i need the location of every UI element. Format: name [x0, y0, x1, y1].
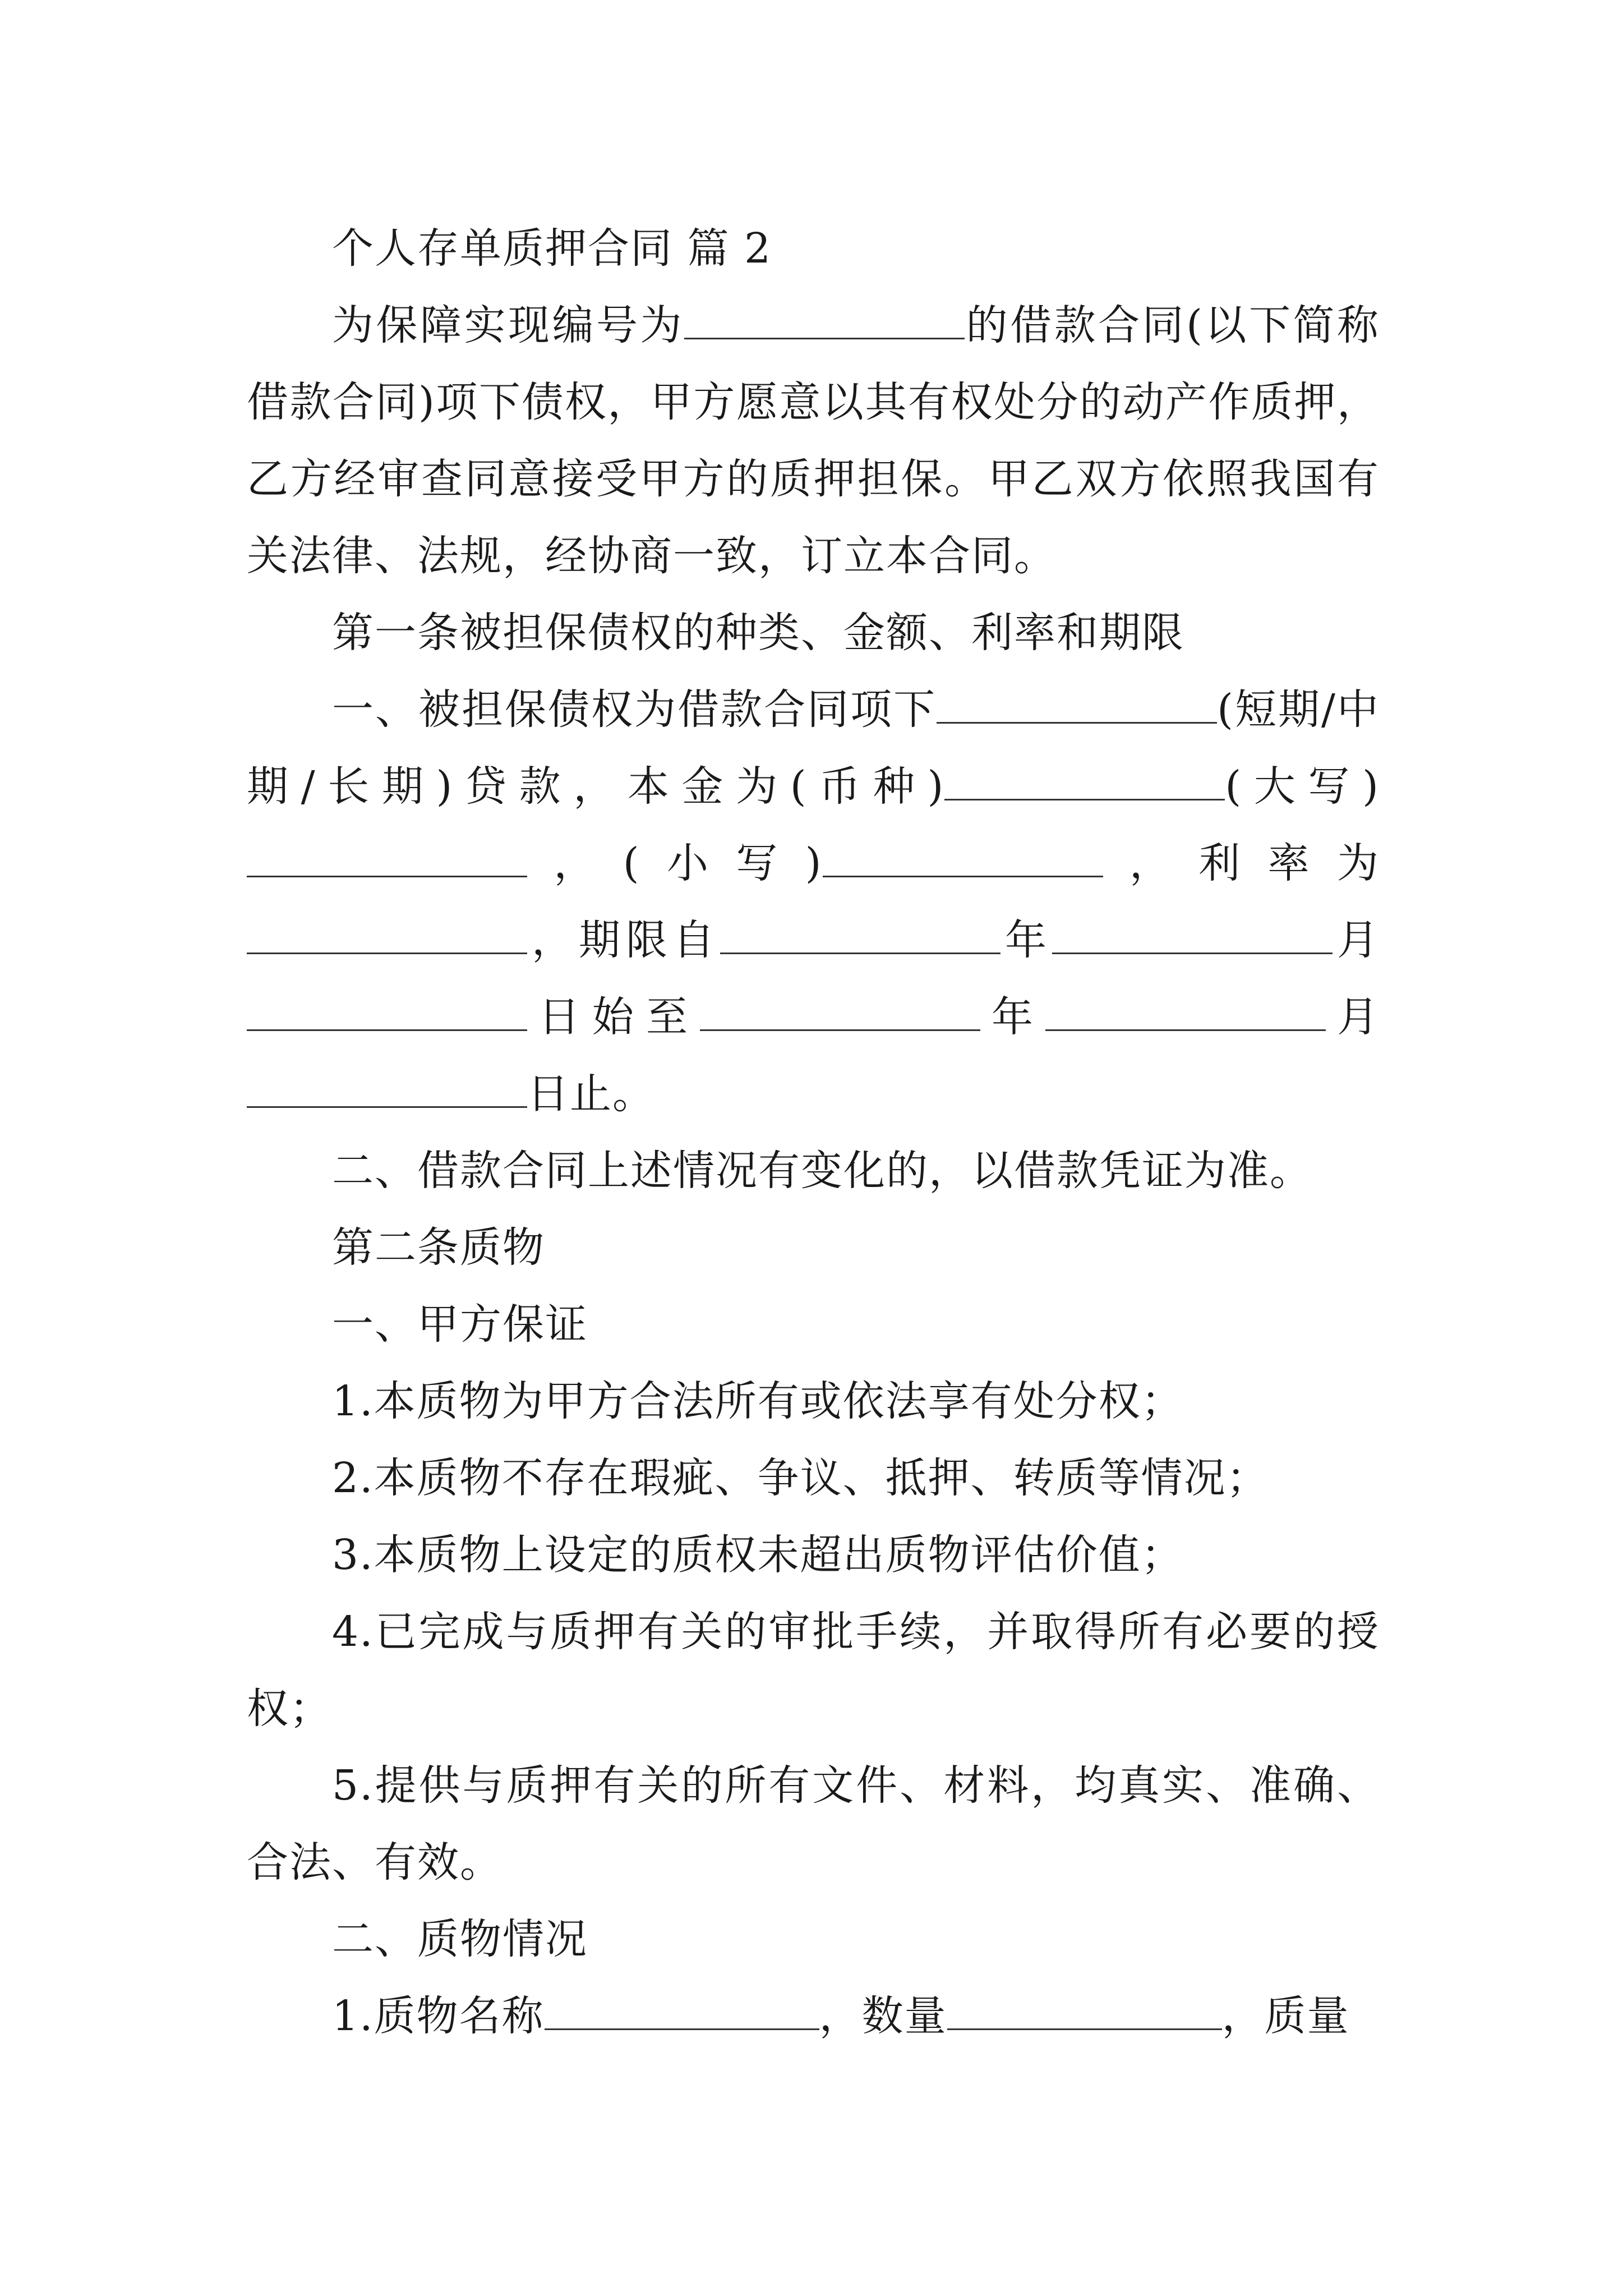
goods-line	[247, 1978, 1380, 2055]
item1-text-2: (短期/中期/长期)贷款，本金为(币种)	[247, 685, 1380, 811]
loan-type-blank[interactable]	[937, 687, 1217, 724]
guarantee-item-1: 1.本质物为甲方合法所有或依法享有处分权；	[332, 1377, 1184, 1425]
item1-text-10: 年	[980, 993, 1045, 1041]
goods-text-3: ，质量	[1221, 1992, 1350, 2040]
item1-text-8: 月	[1332, 916, 1380, 964]
interest-rate-blank[interactable]	[247, 918, 527, 954]
article2-sub1: 一、甲方保证	[332, 1300, 588, 1349]
item1-text-9: 日始至	[527, 993, 700, 1041]
article1-heading: 第一条被担保债权的种类、金额、利率和期限	[332, 609, 1184, 657]
item1-text-6: ，期限自	[527, 916, 720, 964]
item1-text-5: ，利率为	[1103, 839, 1380, 887]
item1-text-4: ，(小写)	[527, 839, 823, 887]
guarantee-item-4: 4.已完成与质押有关的审批手续，并取得所有必要的授权；	[247, 1608, 1380, 1733]
item1-text-11: 月	[1326, 993, 1380, 1041]
guarantee-item-2: 2.本质物不存在瑕疵、争议、抵押、转质等情况；	[332, 1454, 1269, 1502]
start-month-blank[interactable]	[1052, 918, 1332, 954]
intro-text-1: 为保障实现编号为	[332, 301, 685, 349]
item1-text-12: 日止。	[527, 1070, 655, 1118]
contract-number-blank[interactable]	[684, 303, 965, 339]
goods-quantity-blank[interactable]	[947, 1994, 1222, 2030]
goods-name-blank[interactable]	[545, 1994, 819, 2030]
start-day-blank[interactable]	[247, 995, 527, 1031]
guarantee-item-5: 5.提供与质押有关的所有文件、材料，均真实、准确、合法、有效。	[247, 1761, 1380, 1887]
article1-item2: 二、借款合同上述情况有变化的，以借款凭证为准。	[332, 1147, 1312, 1195]
goods-text-2: ，数量	[819, 1992, 947, 2040]
item1-text-3: (大写)	[1225, 762, 1380, 811]
amount-in-figures-blank[interactable]	[823, 841, 1103, 877]
guarantee-item-3: 3.本质物上设定的质权未超出质物评估价值；	[332, 1531, 1184, 1579]
article2-sub2: 二、质物情况	[332, 1915, 588, 1963]
amount-in-words-blank[interactable]	[247, 841, 527, 877]
item1-text-7: 年	[1000, 916, 1052, 964]
item1-text-1: 一、被担保债权为借款合同项下	[332, 685, 937, 734]
article1-item1	[247, 671, 1380, 1133]
goods-text-1: 1.质物名称	[332, 1992, 545, 2040]
end-day-blank[interactable]	[247, 1071, 527, 1108]
currency-blank[interactable]	[944, 764, 1225, 800]
end-month-blank[interactable]	[1045, 995, 1326, 1031]
intro-text-2: 的借款合同(以下简称借款合同)项下债权，甲方愿意以其有权处分的动产作质押，乙方经审查同意接受甲方的质押担保。甲乙双方依照我国有关法律、法规，经协商一致，订立本合同。	[247, 301, 1380, 580]
article2-heading: 第二条质物	[332, 1223, 545, 1272]
contract-body	[247, 210, 1380, 2055]
start-year-blank[interactable]	[720, 918, 1000, 954]
end-year-blank[interactable]	[700, 995, 980, 1031]
intro-paragraph	[247, 287, 1380, 595]
document-title: 个人存单质押合同 篇 2	[332, 224, 772, 273]
